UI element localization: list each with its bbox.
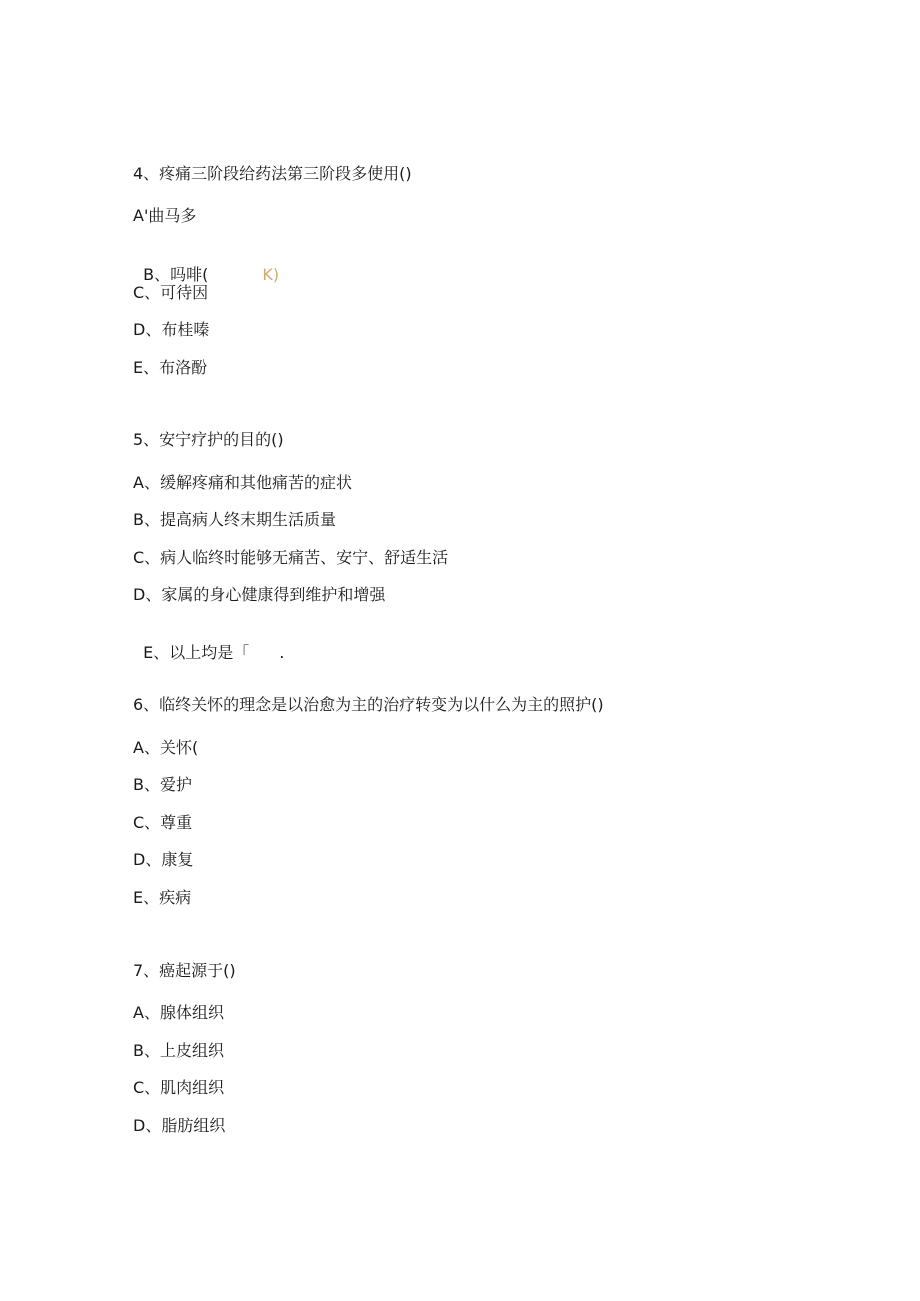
question-4-stem: 4、疼痛三阶段给药法第三阶段多使用() — [133, 164, 412, 183]
question-5-stem: 5、安宁疗护的目的() — [133, 430, 284, 449]
question-7-option-b: B、上皮组织 — [133, 1041, 224, 1060]
question-7-stem: 7、癌起源于() — [133, 961, 236, 980]
question-5-option-e — [133, 623, 284, 663]
question-5-option-c: C、病人临终时能够无痛苦、安宁、舒适生活 — [133, 548, 449, 567]
question-5-option-d: D、家属的身心健康得到维护和增强 — [133, 585, 386, 604]
question-6-option-e: E、疾病 — [133, 888, 192, 907]
handwritten-annotation: K) — [262, 265, 280, 284]
question-5-option-a: A、缓解疼痛和其他痛苦的症状 — [133, 473, 352, 492]
question-7-option-d: D、脂肪组织 — [133, 1116, 226, 1135]
option-text: E、以上均是「 — [143, 643, 250, 662]
question-6-option-b: B、爱护 — [133, 775, 192, 794]
question-6-option-a: A、关怀( — [133, 738, 199, 757]
question-5-option-b: B、提高病人终末期生活质量 — [133, 510, 336, 529]
question-4-option-b — [133, 245, 279, 285]
question-6-option-c: C、尊重 — [133, 813, 193, 832]
trailing-mark: . — [279, 643, 285, 662]
question-6-option-d: D、康复 — [133, 850, 194, 869]
option-text: B、吗啡( — [143, 265, 209, 284]
question-7-option-c: C、肌肉组织 — [133, 1078, 225, 1097]
question-4-option-a: A'曲马多 — [133, 206, 197, 225]
question-4-option-d: D、布桂嗪 — [133, 320, 210, 339]
question-4-option-c: C、可待因 — [133, 283, 209, 302]
question-6-stem: 6、临终关怀的理念是以治愈为主的治疗转变为以什么为主的照护() — [133, 695, 604, 714]
question-4-option-e: E、布洛酚 — [133, 358, 208, 377]
question-7-option-a: A、腺体组织 — [133, 1003, 224, 1022]
